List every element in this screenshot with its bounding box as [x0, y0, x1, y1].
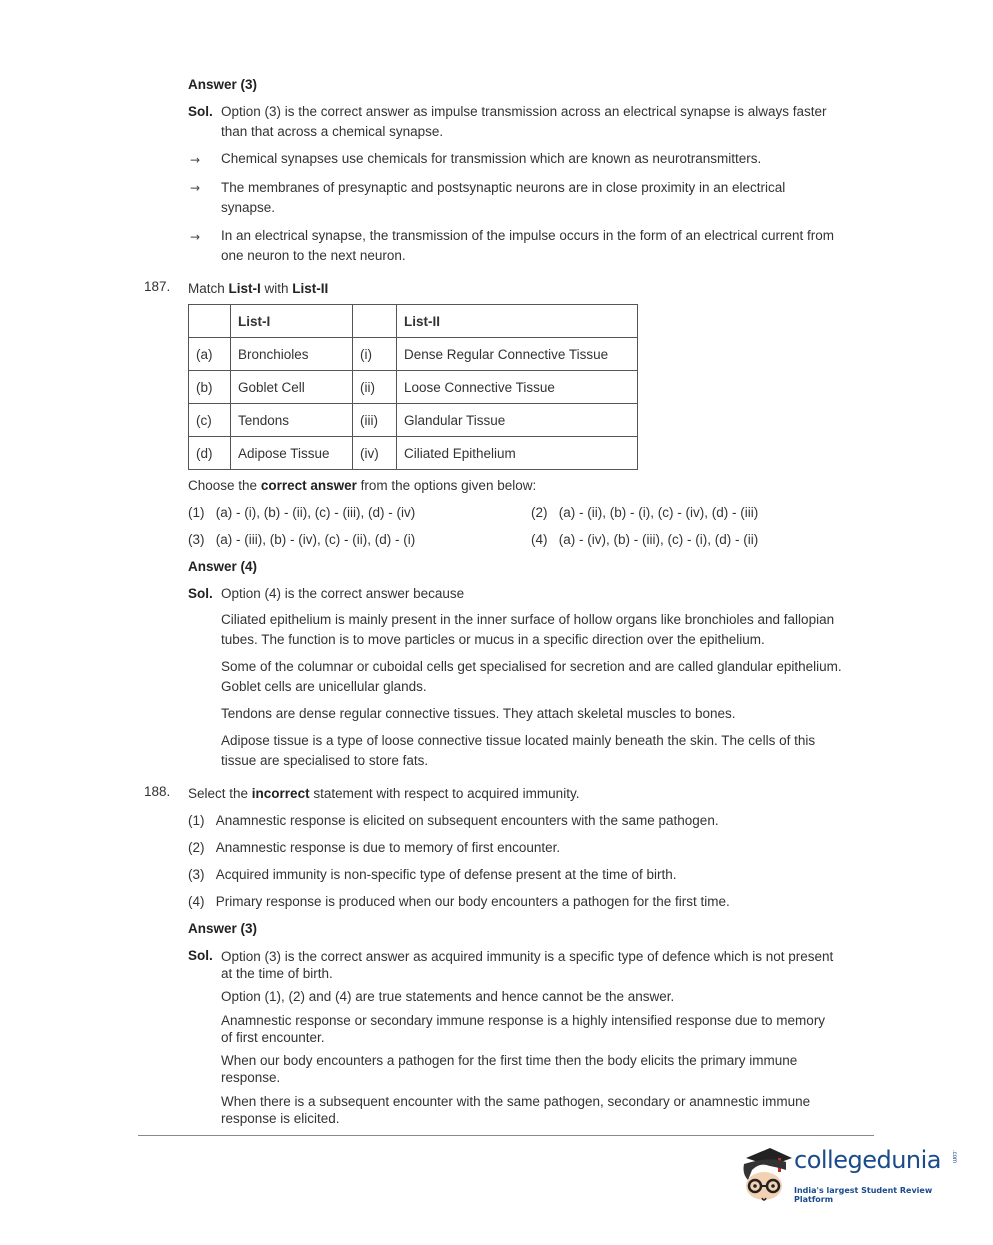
q187-number: 187.: [144, 279, 171, 294]
table-cell: (iii): [353, 404, 397, 437]
q188-solution: Option (3) is the correct answer as acquired immunity is a specific type of defence which is not present at the time of birth.: [221, 949, 834, 981]
q187-option-4: (4) (a) - (iv), (b) - (iii), (c) - (i), (d) - (ii): [531, 532, 759, 547]
q188-explanation-3: When our body encounters a pathogen for the first time then the body elicits the primary immune response.: [221, 1053, 798, 1085]
table-cell: Glandular Tissue: [397, 404, 638, 437]
brand-suffix: .com: [951, 1150, 957, 1164]
arrow-icon: →: [190, 181, 201, 195]
q188-number: 188.: [144, 784, 171, 799]
q187-prompt: Match List-I with List-II: [188, 281, 329, 296]
table-cell: Ciliated Epithelium: [397, 437, 638, 470]
q186-sol-label: Sol.: [188, 104, 213, 119]
table-cell: (c): [189, 404, 231, 437]
q187-option-3: (3) (a) - (iii), (b) - (iv), (c) - (ii), (d) - (i): [188, 532, 416, 547]
table-cell: (d): [189, 437, 231, 470]
table-header-row: [189, 305, 638, 338]
table-cell: [353, 305, 397, 338]
q187-option-2: (2) (a) - (ii), (b) - (i), (c) - (iv), (d) - (iii): [531, 505, 759, 520]
table-row: [189, 338, 638, 371]
arrow-icon: →: [190, 230, 201, 244]
q187-explanation-4: Adipose tissue is a type of loose connective tissue located mainly beneath the skin. The cells of this tissue are specialised to store fats.: [221, 733, 816, 768]
collegedunia-logo[interactable]: [736, 1140, 966, 1210]
q188-explanation-2: Anamnestic response or secondary immune response is a highly intensified response due to memory of first encounter.: [221, 1013, 826, 1045]
q188-answer: Answer (3): [188, 921, 258, 936]
table-cell: (iv): [353, 437, 397, 470]
q187-option-1: (1) (a) - (i), (b) - (ii), (c) - (iii), (d) - (iv): [188, 505, 416, 520]
student-mascot-icon: [736, 1140, 796, 1210]
table-cell: (b): [189, 371, 231, 404]
footer-divider: [138, 1135, 874, 1136]
q188-option-3: (3) Acquired immunity is non-specific type of defense present at the time of birth.: [188, 867, 677, 882]
brand-tagline: India's largest Student Review Platform: [794, 1186, 933, 1204]
arrow-icon: →: [190, 153, 201, 167]
table-cell: Dense Regular Connective Tissue: [397, 338, 638, 371]
table-row: [189, 437, 638, 470]
table-row: [189, 404, 638, 437]
q188-prompt: Select the incorrect statement with respect to acquired immunity.: [188, 786, 580, 801]
q186-bullet-2: The membranes of presynaptic and postsynaptic neurons are in close proximity in an electrical synapse.: [221, 180, 786, 215]
table-row: [189, 371, 638, 404]
table-cell: (i): [353, 338, 397, 371]
q186-solution: Option (3) is the correct answer as impulse transmission across an electrical synapse is always faster than that across a chemical synapse.: [221, 104, 827, 139]
q186-bullet-1: Chemical synapses use chemicals for transmission which are known as neurotransmitters.: [221, 151, 762, 166]
q188-option-2: (2) Anamnestic response is due to memory of first encounter.: [188, 840, 561, 855]
q188-explanation-4: When there is a subsequent encounter with the same pathogen, secondary or anamnestic immune response is elicited.: [221, 1094, 811, 1126]
q187-answer: Answer (4): [188, 559, 258, 574]
brand-name: collegedunia: [794, 1146, 942, 1174]
q186-bullet-3: In an electrical synapse, the transmission of the impulse occurs in the form of an electrical current from one neuron to the next neuron.: [221, 228, 835, 263]
q186-answer: Answer (3): [188, 77, 258, 92]
table-cell: (a): [189, 338, 231, 371]
q187-explanation-1: Ciliated epithelium is mainly present in the inner surface of hollow organs like bronchioles and fallopian tubes. The function is to move particles or mucus in a specific direction over the epithelium.: [221, 612, 835, 647]
q187-explanation-2: Some of the columnar or cuboidal cells get specialised for secretion and are called glandular epithelium. Goblet cells are unicellular glands.: [221, 659, 842, 694]
table-cell: Goblet Cell: [231, 371, 353, 404]
match-table: [188, 304, 638, 470]
table-cell: Tendons: [231, 404, 353, 437]
q188-option-1: (1) Anamnestic response is elicited on subsequent encounters with the same pathogen.: [188, 813, 719, 828]
table-cell: Adipose Tissue: [231, 437, 353, 470]
q187-sol-label: Sol.: [188, 586, 213, 601]
table-cell: Loose Connective Tissue: [397, 371, 638, 404]
q188-explanation-1: Option (1), (2) and (4) are true statements and hence cannot be the answer.: [221, 989, 675, 1004]
q187-explanation-3: Tendons are dense regular connective tissues. They attach skeletal muscles to bones.: [221, 706, 736, 721]
q187-sol-text: Option (4) is the correct answer because: [221, 586, 465, 601]
table-cell: Bronchioles: [231, 338, 353, 371]
table-cell: [189, 305, 231, 338]
q188-option-4: (4) Primary response is produced when our body encounters a pathogen for the first time.: [188, 894, 730, 909]
list-1-header: List-I: [231, 305, 353, 338]
q188-sol-label: Sol.: [188, 948, 213, 963]
q187-choose-text: Choose the correct answer from the options given below:: [188, 478, 537, 493]
table-cell: (ii): [353, 371, 397, 404]
list-2-header: List-II: [397, 305, 638, 338]
